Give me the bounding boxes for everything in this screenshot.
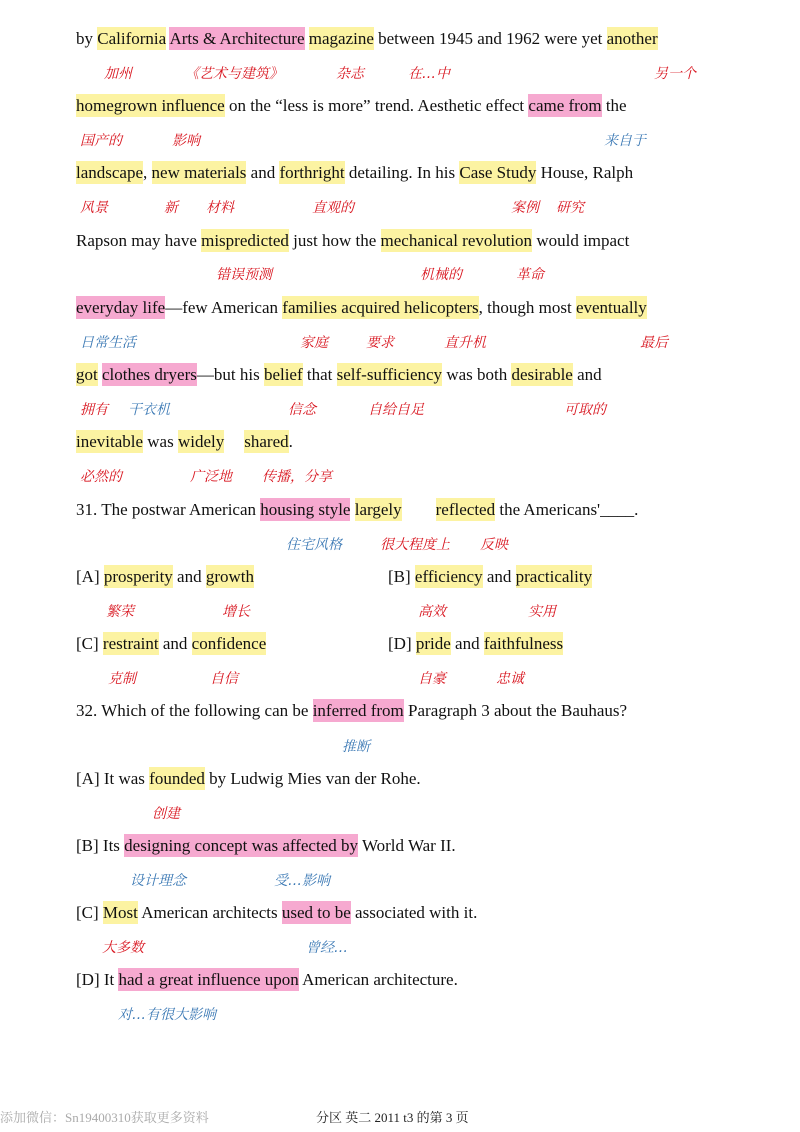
watermark: 添加微信：Sn19400310获取更多资料 (0, 1110, 209, 1125)
annotation: 信念 (288, 402, 316, 418)
annotation: 对…有很大影响 (118, 1007, 216, 1023)
q31-option-b[interactable]: [B] efficiency and practicality (388, 567, 593, 586)
annotation: 曾经… (306, 940, 348, 956)
passage-line-5: everyday life—few American families acquired helicopters, though most eventually (76, 298, 647, 317)
annotation: 机械的 (420, 267, 462, 283)
passage-line-6: got clothes dryers—but his belief that self-sufficiency was both desirable and (76, 365, 602, 384)
q31-option-c[interactable]: [C] restraint and confidence (76, 634, 267, 653)
annotation: 要求 (366, 335, 394, 351)
annotation: 反映 (480, 537, 508, 553)
annotation: 拥有 (80, 402, 108, 418)
annotation: 研究 (556, 200, 584, 216)
annotation: 自给自足 (368, 402, 424, 418)
annotation: 新 (164, 200, 178, 216)
annotation: 必然的 (80, 469, 122, 485)
annotation: 自豪 (418, 671, 446, 687)
annotation: 直观的 (312, 200, 354, 216)
page-footer: 分区 英二 2011 t3 的第 3 页 (316, 1110, 469, 1125)
passage-line-1: by California Arts & Architecture magazine between 1945 and 1962 were yet another (76, 29, 658, 48)
annotation: 加州 (104, 66, 132, 82)
annotation: 创建 (152, 806, 180, 822)
annotation: 干衣机 (128, 402, 170, 418)
annotation: 影响 (172, 133, 200, 149)
annotation: 受…影响 (274, 873, 330, 889)
annotation: 克制 (108, 671, 136, 687)
annotation: 材料 (206, 200, 234, 216)
annotation: 广泛地 (190, 469, 232, 485)
annotation: 直升机 (444, 335, 486, 351)
q31-option-d[interactable]: [D] pride and faithfulness (388, 634, 564, 653)
annotation: 最后 (640, 335, 668, 351)
question-31-stem: 31. The postwar American housing style largely reflected the Americans'____. (76, 500, 639, 519)
passage-line-3: landscape, new materials and forthright detailing. In his Case Study House, Ralph (76, 163, 634, 182)
annotation: 高效 (418, 604, 446, 620)
annotation: 革命 (516, 267, 544, 283)
annotation: 住宅风格 (286, 537, 342, 553)
q32-option-c[interactable]: [C] Most American architects used to be associated with it. (76, 903, 478, 922)
annotation: 家庭 (300, 335, 328, 351)
annotation: 忠诚 (496, 671, 524, 687)
annotation: 另一个 (654, 66, 696, 82)
passage-line-7: inevitable was widely shared. (76, 432, 293, 451)
annotation: 日常生活 (80, 335, 136, 351)
annotation: 风景 (80, 200, 108, 216)
q32-option-b[interactable]: [B] Its designing concept was affected by World War II. (76, 836, 456, 855)
question-32-stem: 32. Which of the following can be inferred from Paragraph 3 about the Bauhaus? (76, 701, 628, 720)
q32-option-a[interactable]: [A] It was founded by Ludwig Mies van der Rohe. (76, 769, 421, 788)
annotation: 繁荣 (106, 604, 134, 620)
annotation: 在…中 (408, 66, 450, 82)
annotation: 推断 (342, 739, 370, 755)
passage-line-2: homegrown influence on the “less is more” trend. Aesthetic effect came from the (76, 96, 627, 115)
annotation: 《艺术与建筑》 (185, 66, 283, 82)
annotation: 可取的 (564, 402, 606, 418)
annotation: 增长 (222, 604, 250, 620)
q32-option-d[interactable]: [D] It had a great influence upon American architecture. (76, 970, 458, 989)
annotation: 传播，分享 (262, 469, 332, 485)
passage-line-4: Rapson may have mispredicted just how the mechanical revolution would impact (76, 231, 630, 250)
annotation: 杂志 (336, 66, 364, 82)
annotation: 国产的 (80, 133, 122, 149)
annotation: 案例 (511, 200, 539, 216)
q31-option-a[interactable]: [A] prosperity and growth (76, 567, 255, 586)
annotation: 设计理念 (130, 873, 186, 889)
annotation: 实用 (528, 604, 556, 620)
annotation: 很大程度上 (380, 537, 450, 553)
annotation: 自信 (210, 671, 238, 687)
annotation: 大多数 (102, 940, 144, 956)
annotation: 错误预测 (216, 267, 272, 283)
annotation: 来自于 (604, 133, 646, 149)
